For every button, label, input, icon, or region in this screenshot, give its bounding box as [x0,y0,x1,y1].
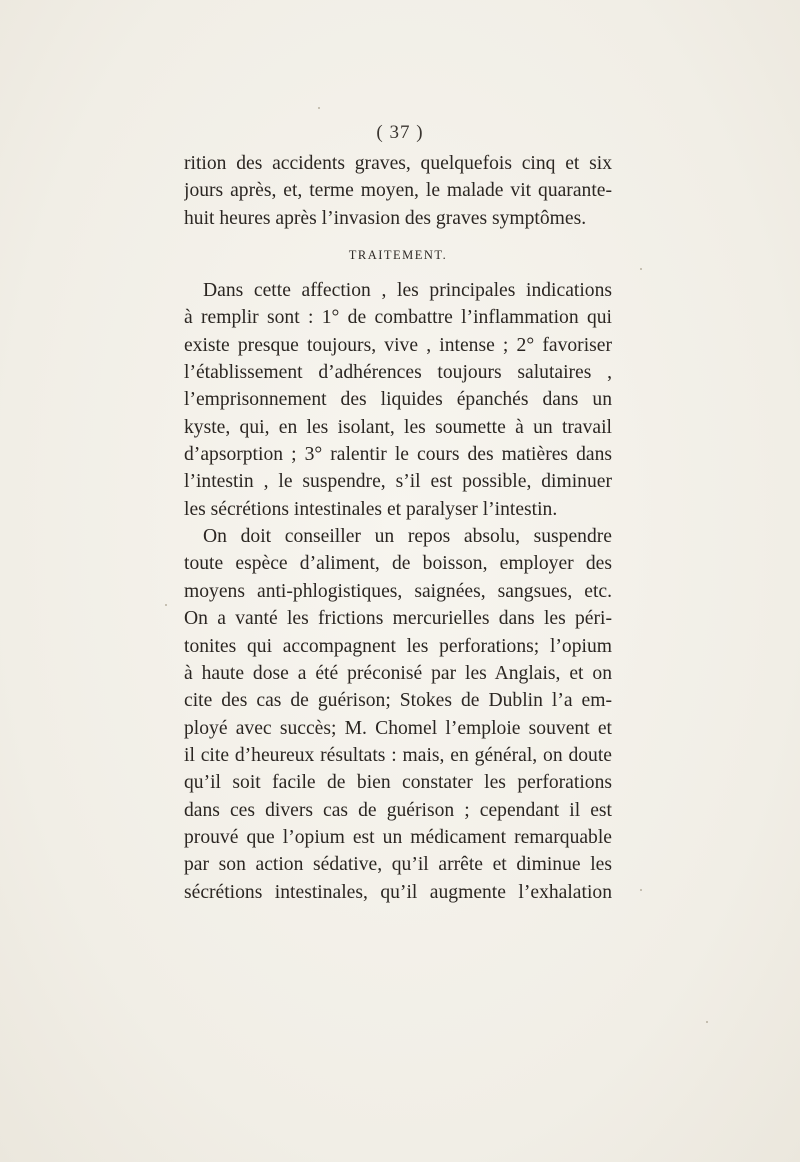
paper-speck [640,268,642,270]
text-line: jours après, et, terme moyen, le malade vit quarante- [184,180,612,202]
text-line: ployé avec succès; M. Chomel l’emploie souvent et [184,717,612,739]
page-number: ( 37 ) [376,122,424,143]
text-line: huit heures après l’invasion des graves symptômes. [184,207,587,229]
section-title: TRAITEMENT. [348,248,448,263]
text-line: toute espèce d’aliment, de boisson, employer des [184,553,612,575]
text-line: l’emprisonnement des liquides épanchés dans un [184,389,612,411]
text-line: sécrétions intestinales, qu’il augmente l’exhalation [184,881,612,903]
text-line: dans ces divers cas de guérison ; cependant il est [184,799,612,821]
paper-speck [318,107,320,109]
text-line: à remplir sont : 1° de combattre l’inflammation qui [184,307,612,329]
text-line: les sécrétions intestinales et paralyser l’intestin. [184,498,558,520]
text-line: à haute dose a été préconisé par les Anglais, et on [184,662,612,684]
text-line: prouvé que l’opium est un médicament remarquable [184,826,612,848]
paragraph-2 [184,277,612,523]
text-line: qu’il soit facile de bien constater les perforations [184,772,612,794]
paragraph-3 [184,523,612,906]
page-body [184,150,612,906]
text-line: rition des accidents graves, quelquefois cinq et six [184,153,612,174]
text-line: par son action sédative, qu’il arrête et diminue les [184,854,612,876]
text-line: On a vanté les frictions mercurielles dans les péri- [184,608,612,630]
text-line: existe presque toujours, vive , intense ; 2° favoriser [184,334,612,356]
text-line: Dans cette affection , les principales indications [203,280,612,302]
paper-speck [165,604,167,606]
text-line: l’établissement d’adhérences toujours salutaires , [184,362,612,384]
text-line: l’intestin , le suspendre, s’il est possible, diminuer [184,471,612,493]
text-line: cite des cas de guérison; Stokes de Dublin l’a em- [184,690,612,712]
text-line: kyste, qui, en les isolant, les soumette à un travail [184,416,612,438]
text-line: tonites qui accompagnent les perforations; l’opium [184,635,612,657]
text-line: moyens anti-phlogistiques, saignées, sangsues, etc. [184,580,612,602]
paper-speck [640,889,642,891]
paper-speck [706,1021,708,1023]
text-line: d’apsorption ; 3° ralentir le cours des matières dans [184,444,612,466]
text-line: On doit conseiller un repos absolu, suspendre [203,526,612,548]
paragraph-1 [184,150,612,232]
text-line: il cite d’heureux résultats : mais, en général, on doute [184,744,612,766]
